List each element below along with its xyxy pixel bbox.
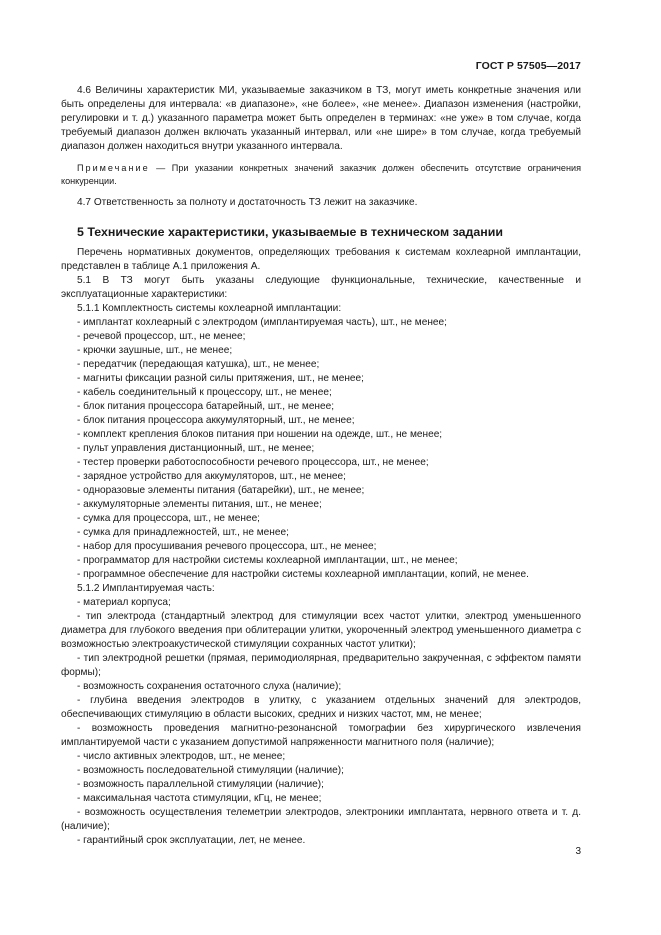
list-item: - передатчик (передающая катушка), шт., не менее; [77,359,320,370]
document-id: ГОСТ Р 57505—2017 [475,60,581,72]
list-item: - сумка для процессора, шт., не менее; [77,513,260,524]
note-text: — При указании конкретных значений заказчик должен обеспечить отсутствие ограничения конкуренции. [61,163,581,186]
list-item: - возможность последовательной стимуляции (наличие); [77,765,344,776]
list-5-1-2 [61,596,581,848]
list-item: - магниты фиксации разной силы притяжения, шт., не менее; [77,373,364,384]
list-item: - возможность осуществления телеметрии электродов, электроники имплантата, нервного ответа и т. д. (наличие); [61,807,581,832]
list-item: - глубина введения электродов в улитку, с указанием отдельных значений для электродов, обеспечивающих стимуляцию в области высоких, средних и низких частот, мм, не менее; [61,695,581,720]
list-item: - пульт управления дистанционный, шт., не менее; [77,443,315,454]
list-item: - комплект крепления блоков питания при ношении на одежде, шт., не менее; [77,429,443,440]
section-5-intro: Перечень нормативных документов, определяющих требования к системам кохлеарной имплантации, представлен в таблице А.1 приложения А. [61,247,581,272]
list-item: - тестер проверки работоспособности речевого процессора, шт., не менее; [77,457,429,468]
list-5-1-1 [61,316,581,582]
list-item: - одноразовые элементы питания (батарейки), шт., не менее; [77,485,365,496]
list-item: - максимальная частота стимуляции, кГц, не менее; [77,793,322,804]
note-label: Примечание [77,163,150,173]
page-body [61,84,581,848]
section-5-heading: 5 Технические характеристики, указываемые в техническом задании [77,225,503,239]
page-number: 3 [575,846,581,857]
list-item: - программатор для настройки системы кохлеарной имплантации, шт., не менее; [77,555,458,566]
list-item: - речевой процессор, шт., не менее; [77,331,246,342]
list-item: - крючки заушные, шт., не менее; [77,345,233,356]
paragraph-5-1-2: 5.1.2 Имплантируемая часть: [77,583,215,594]
list-item: - возможность проведения магнитно-резонансной томографии без хирургического извлечения имплантируемой части с указанием допустимой напряженности магнитного поля (наличие); [61,723,581,748]
paragraph-4-7: 4.7 Ответственность за полноту и достаточность ТЗ лежит на заказчике. [77,197,418,208]
list-item: - блок питания процессора аккумуляторный, шт., не менее; [77,415,355,426]
paragraph-5-1: 5.1 В ТЗ могут быть указаны следующие функциональные, технические, качественные и эксплуатационные характеристики: [61,275,581,300]
list-item: - набор для просушивания речевого процессора, шт., не менее; [77,541,377,552]
list-item: - программное обеспечение для настройки системы кохлеарной имплантации, копий, не менее. [77,569,529,580]
list-item: - сумка для принадлежностей, шт., не менее; [77,527,289,538]
list-item: - гарантийный срок эксплуатации, лет, не менее. [77,835,306,846]
list-item: - возможность сохранения остаточного слуха (наличие); [77,681,342,692]
note [61,162,581,188]
list-item: - тип электрода (стандартный электрод для стимуляции всех частот улитки, электрод уменьшенного диаметра для глубокого введения при облитерации улитки, укороченный электрод уменьшенного диаметра с возможностью электроакустической стимуляции сохранных частот улитки); [61,611,581,650]
list-item: - материал корпуса; [77,597,171,608]
list-item: - возможность параллельной стимуляции (наличие); [77,779,324,790]
list-item: - кабель соединительный к процессору, шт., не менее; [77,387,332,398]
list-item: - аккумуляторные элементы питания, шт., не менее; [77,499,322,510]
paragraph-5-1-1: 5.1.1 Комплектность системы кохлеарной имплантации: [77,303,342,314]
list-item: - тип электродной решетки (прямая, перимодиолярная, предварительно закрученная, с эффектом памяти формы); [61,653,581,678]
list-item: - блок питания процессора батарейный, шт., не менее; [77,401,335,412]
list-item: - имплантат кохлеарный с электродом (имплантируемая часть), шт., не менее; [77,317,447,328]
list-item: - число активных электродов, шт., не менее; [77,751,286,762]
list-item: - зарядное устройство для аккумуляторов, шт., не менее; [77,471,346,482]
paragraph-4-6: 4.6 Величины характеристик МИ, указываемые заказчиком в ТЗ, могут иметь конкретные значения или быть определены для интервала: «в диапазоне», «не более», «не менее». Диапазон изменения (настройки, регулировки и т. д.) указанного параметра может быть определен в терминах: «не уже» в том случае, когда требуемый диапазон должен включать указанный интервал, или «не шире» в том случае, когда требуемый диапазон должен находиться внутри указанного интервала. [61,85,581,152]
